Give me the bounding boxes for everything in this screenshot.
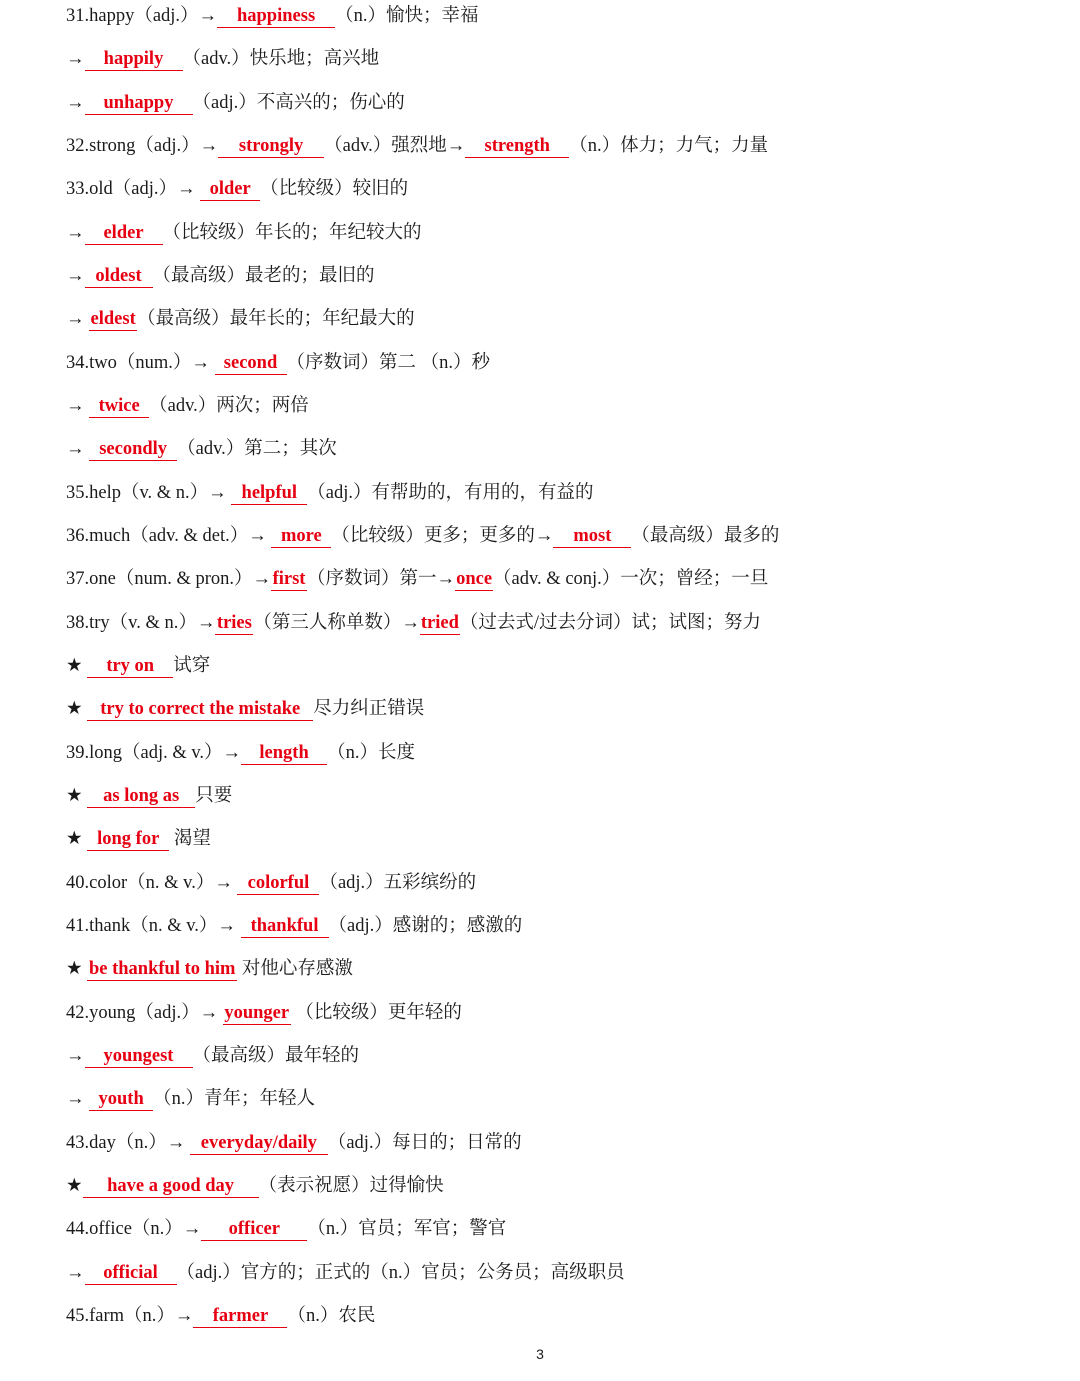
answer-fill: strongly [218, 136, 324, 158]
vocab-line [66, 912, 522, 940]
prompt-text: → [66, 309, 90, 330]
prompt-text: （adv.）快乐地；高兴地 [182, 49, 380, 70]
vocab-line [66, 782, 232, 810]
prompt-text: → [66, 222, 85, 243]
vocab-line [66, 695, 424, 723]
prompt-text: 33.old（adj.）→ [66, 179, 201, 200]
prompt-text: （adj.）五彩缤纷的 [319, 872, 477, 893]
answer-fill: first [272, 569, 306, 590]
prompt-text: 40.color（n. & v.）→ [66, 872, 238, 893]
answer-fill: most [553, 526, 631, 548]
prompt-text: → [66, 395, 90, 416]
answer-fill: officer [201, 1219, 307, 1241]
vocab-line [66, 45, 379, 73]
prompt-text: ★ [66, 785, 88, 806]
vocab-line [66, 1042, 359, 1070]
answer-fill: try to correct the mistake [87, 699, 313, 721]
vocab-line [66, 435, 337, 463]
prompt-text: 36.much（adv. & det.）→ [66, 525, 272, 546]
answer-fill: everyday/daily [190, 1133, 328, 1155]
vocab-line [66, 522, 779, 550]
vocab-line [66, 1172, 444, 1200]
vocab-line [66, 999, 462, 1027]
prompt-text: （最高级）最年长的；年纪最大的 [137, 309, 415, 330]
vocab-line [66, 349, 490, 377]
prompt-text: （adj.）有帮助的，有用的，有益的 [307, 482, 594, 503]
prompt-text: （过去式/过去分词）试；试图；努力 [459, 612, 762, 633]
answer-fill: secondly [89, 439, 177, 461]
vocab-line [66, 565, 768, 593]
answer-fill: once [456, 569, 493, 590]
prompt-text: （表示祝愿）过得愉快 [258, 1175, 444, 1196]
answer-fill: try on [87, 656, 173, 678]
prompt-text: （n.）官员；军官；警官 [307, 1219, 507, 1240]
answer-fill: eldest [90, 309, 136, 330]
vocab-line [66, 1259, 625, 1287]
answer-fill: twice [89, 396, 149, 418]
answer-fill: colorful [237, 873, 319, 895]
prompt-text: 对他心存感激 [237, 959, 353, 980]
prompt-text: 39.long（adj. & v.）→ [66, 742, 242, 763]
prompt-text: （adv.）强烈地→ [324, 135, 466, 156]
answer-fill: tried [420, 612, 459, 633]
vocab-line [66, 479, 594, 507]
prompt-text: （最高级）最年轻的 [192, 1045, 360, 1066]
prompt-text: （比较级）更年轻的 [290, 1002, 462, 1023]
vocab-line [66, 652, 210, 680]
prompt-text: （adj.）官方的；正式的（n.）官员；公务员；高级职员 [176, 1262, 625, 1283]
vocab-line [66, 2, 478, 30]
prompt-text: 43.day（n.）→ [66, 1132, 190, 1153]
vocab-line [66, 1302, 375, 1330]
prompt-text: （序数词）第一→ [307, 569, 456, 590]
answer-fill: strength [465, 136, 569, 158]
prompt-text: （比较级）较旧的 [260, 179, 409, 200]
vocab-line [66, 825, 211, 853]
prompt-text: （n.）青年；年轻人 [153, 1089, 316, 1110]
answer-fill: length [241, 743, 327, 765]
answer-fill: younger [224, 1002, 290, 1023]
vocab-line [66, 609, 761, 637]
prompt-text: ★ [66, 655, 88, 676]
vocab-line [66, 1215, 506, 1243]
prompt-text: （adv.）第二；其次 [177, 439, 337, 460]
vocab-line [66, 739, 415, 767]
prompt-text: （n.）体力；力气；力量 [569, 135, 769, 156]
prompt-text: （序数词）第二 （n.）秒 [286, 352, 491, 373]
answer-fill: happily [85, 49, 183, 71]
answer-fill: more [271, 526, 331, 548]
answer-fill: elder [85, 223, 163, 245]
prompt-text: ★ [66, 959, 88, 980]
prompt-text: → [66, 439, 90, 460]
vocab-line [66, 392, 309, 420]
prompt-text: ★ [66, 1175, 83, 1196]
answer-fill: youngest [85, 1046, 193, 1068]
answer-fill: have a good day [83, 1176, 259, 1198]
vocab-line [66, 869, 476, 897]
prompt-text: → [66, 49, 85, 70]
prompt-text: ★ [66, 699, 88, 720]
prompt-text: （adj.）不高兴的；伤心的 [192, 92, 405, 113]
prompt-text: 尽力纠正错误 [313, 699, 425, 720]
prompt-text: （比较级）年长的；年纪较大的 [162, 222, 422, 243]
prompt-text: （最高级）最多的 [631, 525, 780, 546]
prompt-text: → [66, 92, 85, 113]
answer-fill: oldest [85, 266, 153, 288]
prompt-text: → [66, 1262, 85, 1283]
answer-fill: tries [216, 612, 252, 633]
answer-fill: farmer [193, 1306, 287, 1328]
answer-fill: as long as [87, 786, 195, 808]
vocab-line [66, 219, 422, 247]
prompt-text: 35.help（v. & n.）→ [66, 482, 232, 503]
answer-fill: youth [89, 1089, 153, 1111]
prompt-text: （比较级）更多；更多的→ [331, 525, 554, 546]
vocab-line [66, 132, 768, 160]
answer-fill: be thankful to him [88, 959, 236, 980]
prompt-text: 只要 [195, 785, 233, 806]
page-number: 3 [536, 1346, 544, 1362]
vocab-line [66, 1129, 522, 1157]
prompt-text: （adv. & conj.）一次；曾经；一旦 [493, 569, 769, 590]
answer-fill: thankful [241, 916, 329, 938]
vocab-line [66, 175, 408, 203]
prompt-text: 渴望 [169, 829, 211, 850]
prompt-text: 45.farm（n.）→ [66, 1305, 194, 1326]
prompt-text: 试穿 [173, 655, 211, 676]
prompt-text: 32.strong（adj.）→ [66, 135, 219, 156]
prompt-text: → [66, 1089, 90, 1110]
answer-fill: older [200, 179, 260, 201]
prompt-text: 41.thank（n. & v.）→ [66, 915, 241, 936]
prompt-text: （adj.）每日的；日常的 [327, 1132, 522, 1153]
answer-fill: helpful [231, 483, 307, 505]
prompt-text: 42.young（adj.）→ [66, 1002, 223, 1023]
answer-fill: long for [87, 829, 169, 851]
prompt-text: ★ [66, 829, 88, 850]
prompt-text: 34.two（num.）→ [66, 352, 215, 373]
prompt-text: 31.happy（adj.）→ [66, 6, 218, 26]
answer-fill: official [85, 1263, 177, 1285]
prompt-text: （adj.）感谢的；感激的 [328, 915, 523, 936]
vocab-line [66, 1085, 315, 1113]
prompt-text: 44.office（n.）→ [66, 1219, 202, 1240]
prompt-text: （n.）农民 [287, 1305, 376, 1326]
prompt-text: （adv.）两次；两倍 [149, 395, 309, 416]
vocab-line [66, 262, 375, 290]
answer-fill: unhappy [85, 93, 193, 115]
prompt-text: （最高级）最老的；最旧的 [152, 265, 375, 286]
prompt-text: 37.one（num. & pron.）→ [66, 569, 272, 590]
answer-fill: second [215, 353, 287, 375]
prompt-text: → [66, 1045, 85, 1066]
answer-fill: happiness [217, 6, 335, 28]
prompt-text: 38.try（v. & n.）→ [66, 612, 216, 633]
prompt-text: → [66, 265, 85, 286]
vocab-line [66, 89, 405, 117]
vocab-line [66, 305, 415, 333]
prompt-text: （n.）长度 [327, 742, 415, 763]
vocab-line [66, 955, 353, 983]
prompt-text: （第三人称单数）→ [253, 612, 420, 633]
prompt-text: （n.）愉快；幸福 [335, 6, 479, 26]
